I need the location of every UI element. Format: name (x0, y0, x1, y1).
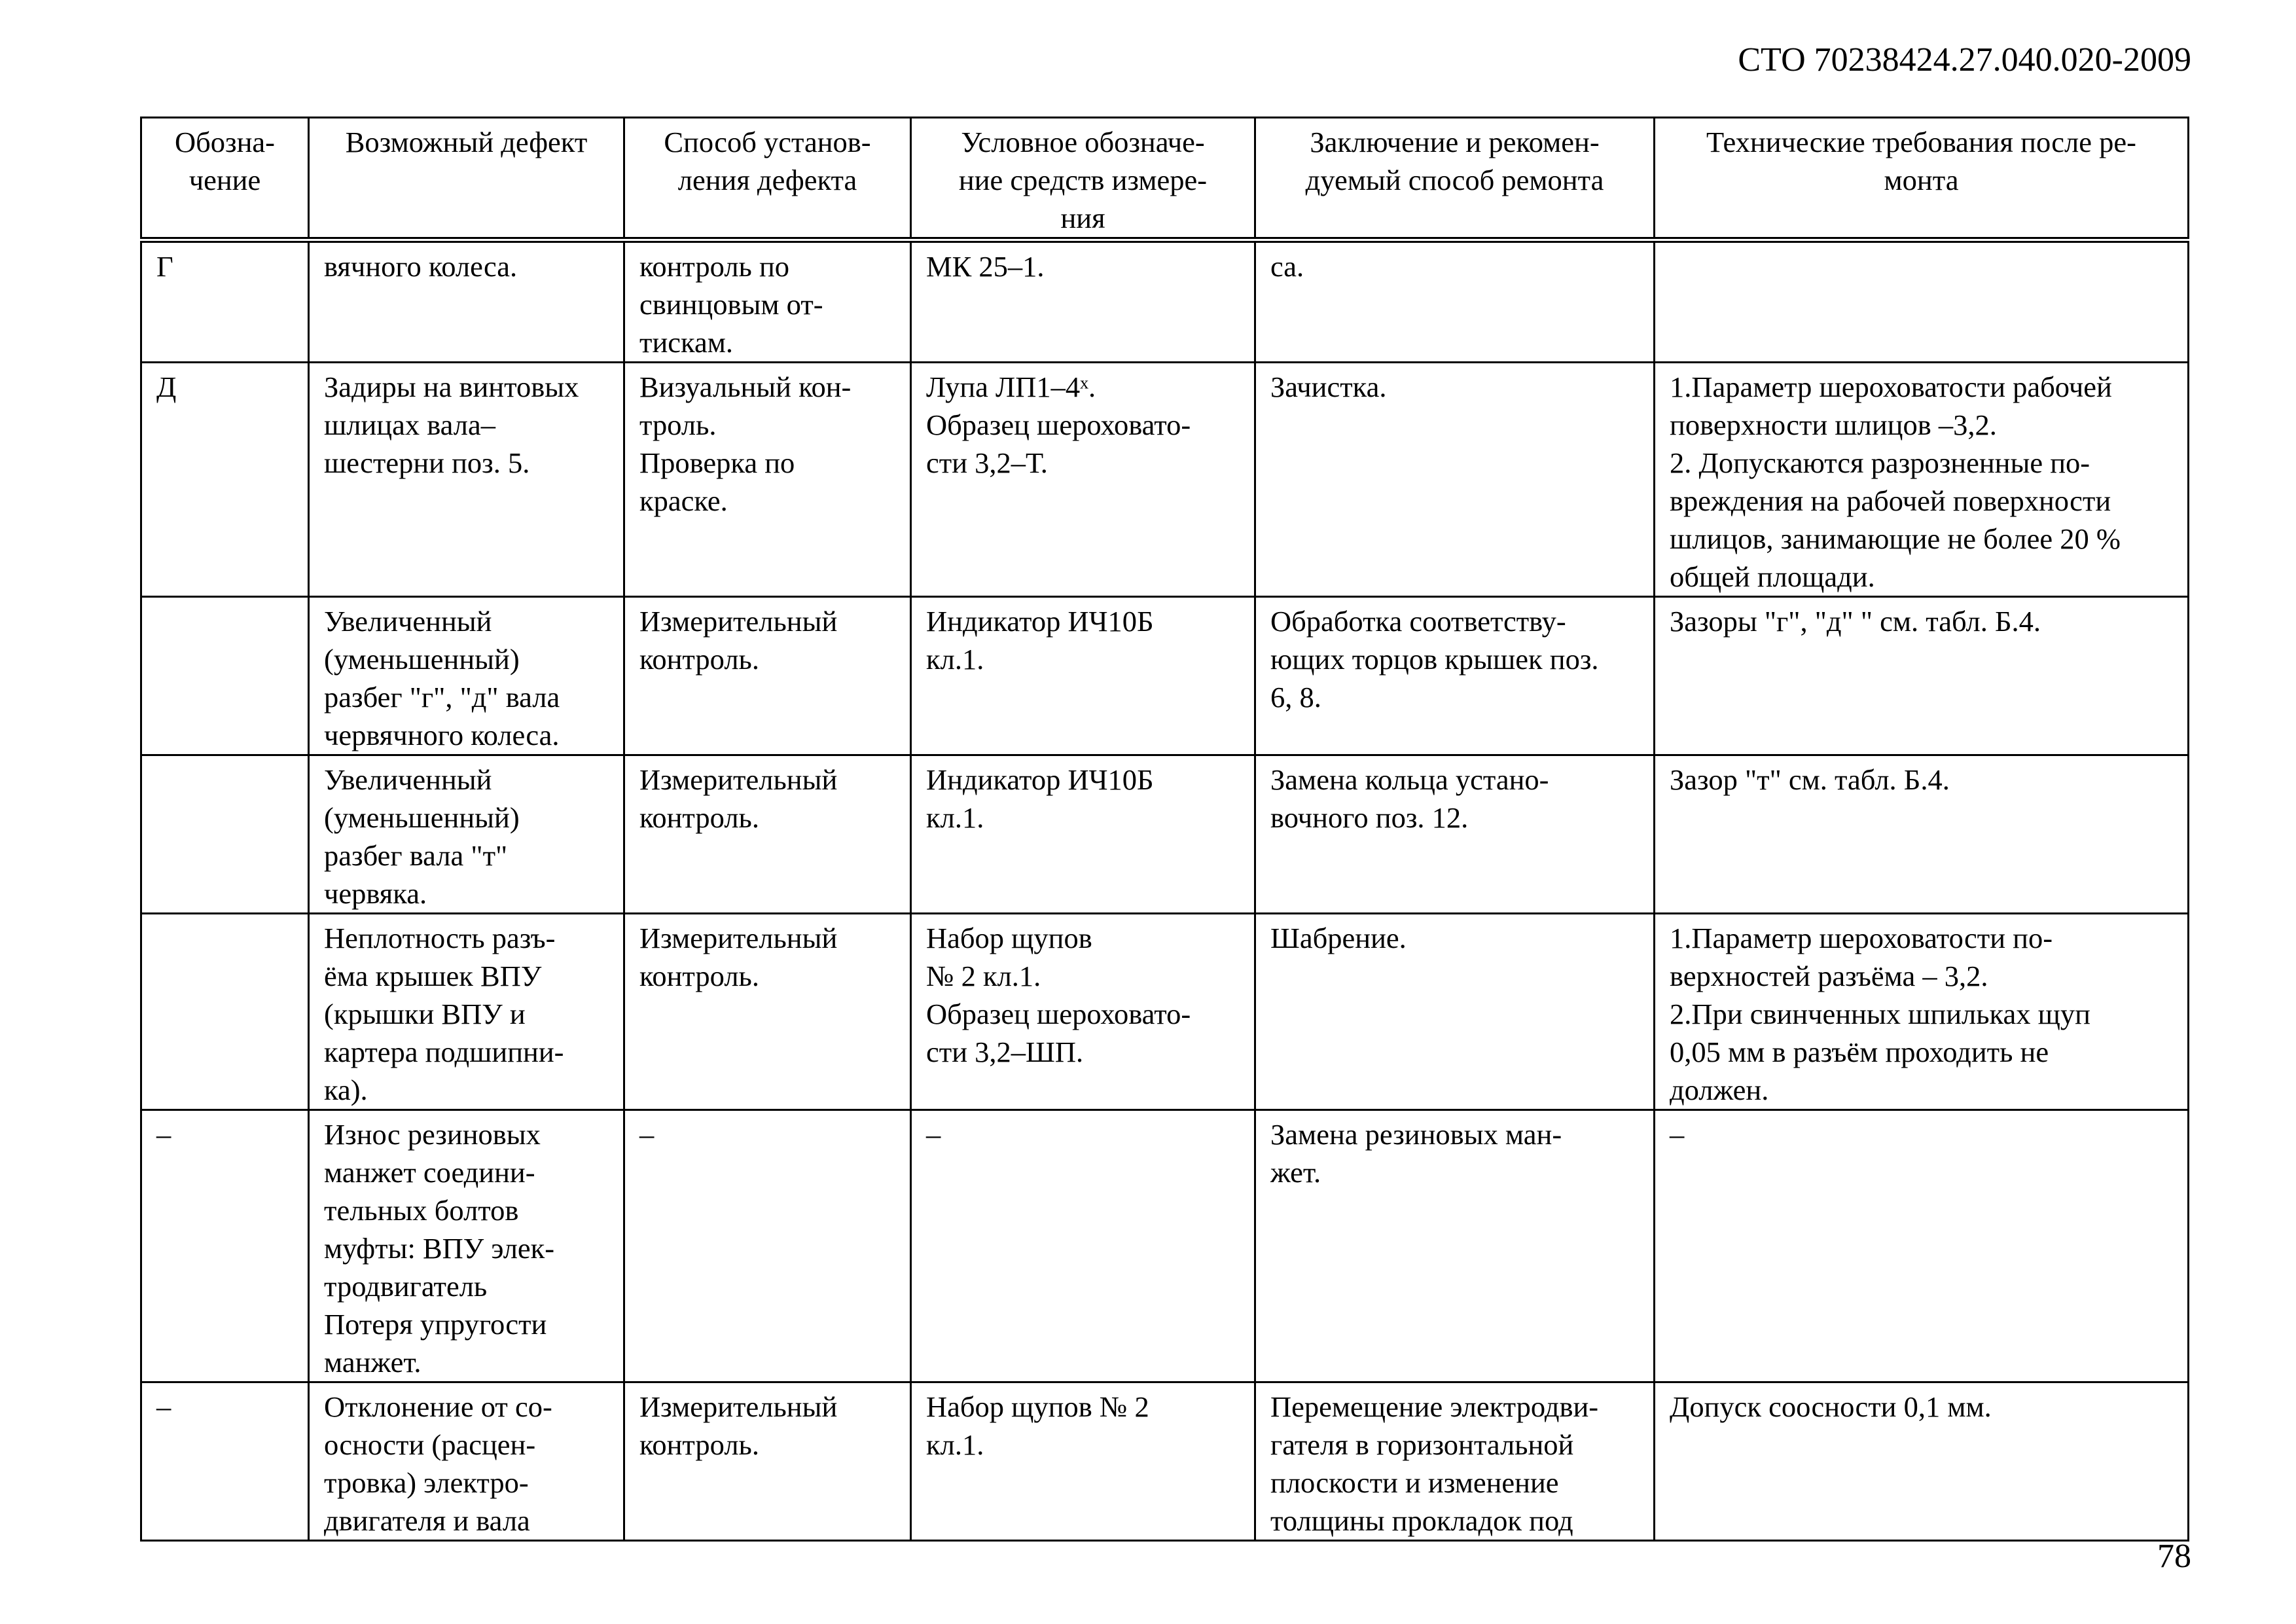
page-number: 78 (2157, 1538, 2191, 1575)
cell-method: Измерительный контроль. (624, 597, 911, 755)
cell-method: Измерительный контроль. (624, 1382, 911, 1541)
cell-tools: Набор щупов № 2 кл.1. Образец шероховато- сти 3,2–ШП. (911, 914, 1255, 1110)
cell-defect: Неплотность разъ- ёма крышек ВПУ (крышки ВПУ и картера подшипни- ка). (309, 914, 624, 1110)
table-row (141, 1382, 2189, 1541)
cell-tools: Индикатор ИЧ10Б кл.1. (911, 597, 1255, 755)
cell-tools: МК 25–1. (911, 240, 1255, 363)
table-row (141, 240, 2189, 363)
cell-designation (141, 914, 309, 1110)
cell-tools: Набор щупов № 2 кл.1. (911, 1382, 1255, 1541)
cell-defect: Задиры на винтовых шлицах вала– шестерни поз. 5. (309, 363, 624, 597)
cell-requirements (1655, 240, 2189, 363)
cell-repair: Шабрение. (1255, 914, 1655, 1110)
header-conclusion-repair: Заключение и рекомен- дуемый способ ремонта (1255, 118, 1655, 240)
table-row (141, 597, 2189, 755)
cell-designation (141, 597, 309, 755)
table-row (141, 363, 2189, 597)
cell-designation: – (141, 1382, 309, 1541)
table-row (141, 755, 2189, 914)
table-row (141, 914, 2189, 1110)
cell-repair: са. (1255, 240, 1655, 363)
table-header-row (141, 118, 2189, 240)
table-row (141, 1110, 2189, 1382)
cell-method: контроль по свинцовым от- тискам. (624, 240, 911, 363)
header-measuring-tools: Условное обозначе- ние средств измере- ния (911, 118, 1255, 240)
cell-repair: Зачистка. (1255, 363, 1655, 597)
cell-method: Измерительный контроль. (624, 914, 911, 1110)
cell-requirements: 1.Параметр шероховатости рабочей поверхности шлицов –3,2. 2. Допускаются разрозненные по- вреждения на рабочей поверхности шлицов, занимающие не более 20 % общей площади. (1655, 363, 2189, 597)
cell-requirements: 1.Параметр шероховатости по- верхностей разъёма – 3,2. 2.При свинченных шпильках щуп 0,05 мм в разъём проходить не должен. (1655, 914, 2189, 1110)
cell-defect: Износ резиновых манжет соедини- тельных болтов муфты: ВПУ элек- тродвигатель Потеря упругости манжет. (309, 1110, 624, 1382)
header-possible-defect: Возможный дефект (309, 118, 624, 240)
defects-table (140, 117, 2189, 1542)
document-code: СТО 70238424.27.040.020-2009 (1738, 41, 2191, 79)
cell-defect: Отклонение от со- осности (расцен- тровка) электро- двигателя и вала (309, 1382, 624, 1541)
header-detection-method: Способ установ- ления дефекта (624, 118, 911, 240)
cell-defect: Увеличенный (уменьшенный) разбег вала "т" червяка. (309, 755, 624, 914)
cell-tools: Лупа ЛП1–4ˣ. Образец шероховато- сти 3,2–Т. (911, 363, 1255, 597)
cell-defect: вячного колеса. (309, 240, 624, 363)
cell-method: Визуальный кон- троль. Проверка по краске. (624, 363, 911, 597)
cell-tools: – (911, 1110, 1255, 1382)
cell-defect: Увеличенный (уменьшенный) разбег "г", "д" вала червячного колеса. (309, 597, 624, 755)
cell-tools: Индикатор ИЧ10Б кл.1. (911, 755, 1255, 914)
cell-method: – (624, 1110, 911, 1382)
cell-requirements: Зазор "т" см. табл. Б.4. (1655, 755, 2189, 914)
header-technical-requirements: Технические требования после ре- монта (1655, 118, 2189, 240)
cell-method: Измерительный контроль. (624, 755, 911, 914)
cell-designation (141, 755, 309, 914)
cell-designation: – (141, 1110, 309, 1382)
cell-repair: Обработка соответству- ющих торцов крышек поз. 6, 8. (1255, 597, 1655, 755)
cell-repair: Замена резиновых ман- жет. (1255, 1110, 1655, 1382)
cell-requirements: Допуск соосности 0,1 мм. (1655, 1382, 2189, 1541)
cell-designation: Д (141, 363, 309, 597)
cell-repair: Замена кольца устано- вочного поз. 12. (1255, 755, 1655, 914)
header-designation: Обозна- чение (141, 118, 309, 240)
cell-designation: Г (141, 240, 309, 363)
cell-requirements: Зазоры "г", "д" " см. табл. Б.4. (1655, 597, 2189, 755)
cell-requirements: – (1655, 1110, 2189, 1382)
cell-repair: Перемещение электродви- гателя в горизонтальной плоскости и изменение толщины прокладок под (1255, 1382, 1655, 1541)
